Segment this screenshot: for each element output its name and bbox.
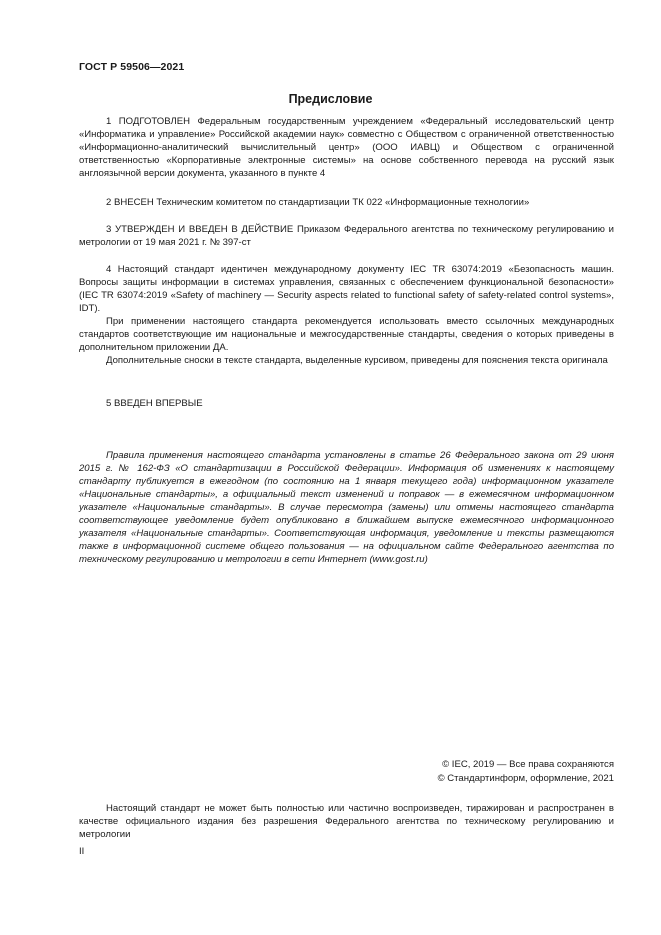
section-2 [79,196,614,209]
rules-text: Правила применения настоящего стандарта установлены в статье 26 Федерального закона от 29 июня 2015 г. № 162-ФЗ «О стандартизации в Российской Федерации». Информация об изменениях к настоящему стандарту публикуется в ежегодном (по состоянию на 1 января текущего года) информационном указателе «Национальные стандарты», а официальный текст изменений и поправок — в ежемесячном информационном указателе «Национальные стандарты». В случае пересмотра (замены) или отмены настоящего стандарта соответствующее уведомление будет опубликовано в ближайшем выпуске ежемесячного информационного указателя «Национальные стандарты». Соответствующая информация, уведомление и тексты размещаются также в информационной системе общего пользования — на официальном сайте Федерального агентства по техническому регулированию и метрологии в сети Интернет (www.gost.ru) [79,450,614,565]
section-4-text: 4 Настоящий стандарт идентичен международному документу IEC TR 63074:2019 «Безопасность машин. Вопросы защиты информации в системах управления, связанных с обеспечением функциональной безопасности» (IEC TR 63074:2019 «Safety of machinery — Security aspects related to functional safety of safety-related control systems», IDT). [79,264,614,314]
section-1-text: 1 ПОДГОТОВЛЕН Федеральным государственным учреждением «Федеральный исследовательский центр «Информатика и управление» Российской академии наук» совместно с Обществом с ограниченной ответственностью «Информационно-аналитический вычислительный центр» (ООО ИАВЦ) и Обществом с ограниченной ответственностью «Корпоративные электронные системы» на основе собственного перевода на русский язык англоязычной версии документа, указанного в пункте 4 [79,116,614,179]
page-number: II [79,846,85,857]
rules-of-application [79,449,614,566]
section-5-text: 5 ВВЕДЕН ВПЕРВЫЕ [106,398,203,409]
section-4 [79,263,614,367]
section-3-text: 3 УТВЕРЖДЕН И ВВЕДЕН В ДЕЙСТВИЕ Приказом Федерального агентства по техническому регулированию и метрологии от 19 мая 2021 г. № 397-ст [79,224,614,248]
document-code: ГОСТ Р 59506—2021 [79,61,185,73]
copyright-standartinform: © Стандартинформ, оформление, 2021 [437,773,614,784]
section-3 [79,223,614,249]
section-4-references-note: При применении настоящего стандарта рекомендуется использовать вместо ссылочных международных стандартов соответствующие им национальные и межгосударственные стандарты, сведения о которых приведены в дополнительном приложении ДА. [79,316,614,353]
copyright-iec: © IEC, 2019 — Все права сохраняются [442,759,614,770]
reproduction-notice-text: Настоящий стандарт не может быть полностью или частично воспроизведен, тиражирован и распространен в качестве официального издания без разрешения Федерального агентства по техническому регулированию и метрологии [79,803,614,840]
reproduction-notice [79,802,614,841]
page-title: Предисловие [288,92,373,106]
section-2-text: 2 ВНЕСЕН Техническим комитетом по стандартизации ТК 022 «Информационные технологии» [106,197,530,208]
section-1 [79,115,614,180]
section-5 [79,397,614,410]
section-4-footnotes-note: Дополнительные сноски в тексте стандарта, выделенные курсивом, приведены для пояснения текста оригинала [106,355,608,366]
